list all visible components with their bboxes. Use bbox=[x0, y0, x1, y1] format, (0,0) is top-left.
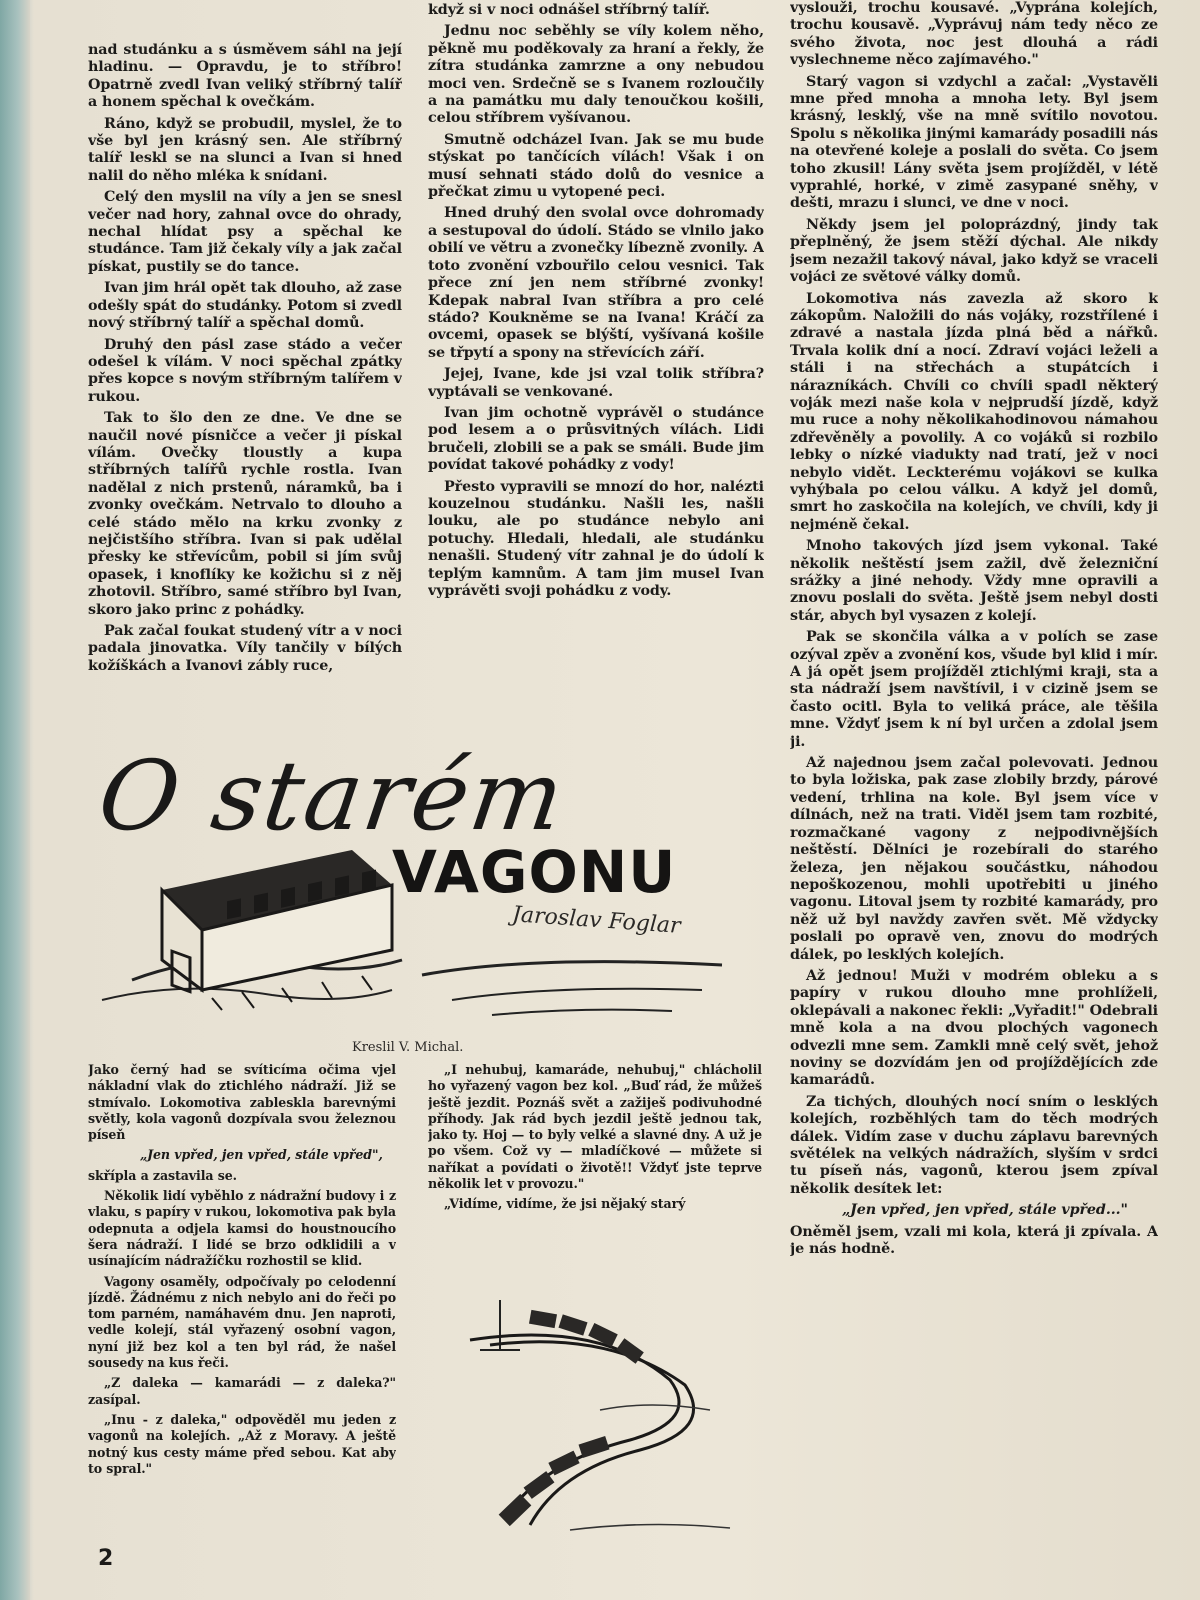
paragraph: Jejej, Ivane, kde jsi vzal tolik stříbra? vyptávali se venkované. bbox=[428, 366, 764, 400]
paragraph: „Jen vpřed, jen vpřed, stále vpřed", bbox=[140, 1147, 383, 1163]
page-spine bbox=[0, 0, 30, 1600]
paragraph: když si v noci odnášel stříbrný talíř. bbox=[428, 2, 710, 18]
paragraph: Celý den myslil na víly a jen se snesl večer nad hory, zahnal ovce do ohrady, nechal hlídat psy a spěchal ke studánce. Tam již čekaly víly a jak začal pískat, pustily se do tance. bbox=[88, 189, 402, 275]
paragraph: Ivan jim ochotně vyprávěl o studánce pod lesem a o průsvitných vílách. Lidi bručeli, zlobili se a pak se smáli. Bude jim povídat takové pohádky z vody! bbox=[428, 404, 764, 474]
page-number: 2 bbox=[98, 1546, 114, 1571]
paragraph: Několik lidí vyběhlo z nádražní budovy i z vlaku, s papíry v rukou, lokomotiva pak byla odepnuta a odjela kamsi do houstnoucího šera nádraží. I lidé se brzo odklidili a v usínajícím nádražíčku rozhostil se klid. bbox=[88, 1188, 396, 1269]
paragraph: „Z daleka — kamarádi — z daleka?" zasípal. bbox=[88, 1375, 396, 1407]
paragraph: Lokomotiva nás zavezla až skoro k zákopům. Naložili do nás vojáky, rozstřílené i zdravé a nastala jízda plná běd a nářků. Trvala kolik dní a nocí. Zdraví vojáci leželi a stáli i na střechách a stupátcích i nárazníkách. Chvíli co chvíli spadl některý voják mezi naše kola v nejprudší jízdě, když mu ruce a nohy několikahodinovou námahou zdřevěněly a povolily. A co vojáků si rozbilo lebky o nízké viadukty nad tratí, jež v noci nebylo vidět. Leckterému vojákovi se kulka vyhýbala po celou válku. A když jel domů, smrt ho zaskočila na kolejích, ve chvíli, kdy ji nejméně čekal. bbox=[790, 290, 1158, 533]
paragraph: Za tichých, dlouhých nocí sním o lesklých kolejích, rozběhlých tam do těch modrých dálek. Vidím zase v duchu záplavu barevných světélek na velkých nádražích, slyším v srdci tu píseň nás, vagonů, kterou jsem zpíval několik desítek let: bbox=[790, 1093, 1158, 1197]
story-column-2 bbox=[428, 2, 764, 732]
vagon-column-left bbox=[88, 1062, 396, 1542]
paragraph: Ráno, když se probudil, myslel, že to vše byl jen krásný sen. Ale stříbrný talíř leskl se na slunci a Ivan si hned nalil do něho mléka k snídani. bbox=[88, 115, 402, 184]
paragraph: skřípla a zastavila se. bbox=[88, 1167, 237, 1183]
paragraph: nad studánku a s úsměvem sáhl na její hladinu. — Opravdu, je to stříbro! Opatrně zvedl Ivan veliký stříbrný talíř a honem spěchal k ovečkám. bbox=[88, 42, 402, 111]
paragraph: Až najednou jsem začal polevovati. Jednou to byla ložiska, pak zase zlobily brzdy, párové vedení, trhlina na kole. Byl jsem více v dílnách, než na trati. Viděl jsem tam rozbité, rozmačkané vagony z nejpodivnějších neštěstí. Dělníci je rozebírali do starého železa, jen nějakou součástku, náhodou nepoškozenou, mohli upotřebiti u jiného vagonu. Litoval jsem ty rozbité kamarády, pro něž už byl navždy zavřen svět. Mě vždycky poslali po opravě ven, znovu do modrých dálek, po lesklých kolejích. bbox=[790, 755, 1158, 963]
paragraph: „Inu - z daleka," odpověděl mu jeden z vagonů na kolejích. „Až z Moravy. A ještě notný kus cesty máme před sebou. Kat aby to spral." bbox=[88, 1411, 396, 1476]
author-signature: Jaroslav Foglar bbox=[511, 902, 682, 939]
paragraph: Druhý den pásl zase stádo a večer odešel k vílám. V noci spěchal zpátky přes kopce s novým stříbrným talířem v rukou. bbox=[88, 336, 402, 405]
title-script: O starém bbox=[92, 740, 572, 852]
title-block: VAGONU bbox=[392, 838, 677, 906]
paragraph: „Jen vpřed, jen vpřed, stále vpřed..." bbox=[842, 1202, 1128, 1219]
vagon-column-middle bbox=[428, 1062, 762, 1262]
paragraph: Hned druhý den svolal ovce dohromady a sestupoval do údolí. Stádo se vlnilo jako obilí ve větru a zvonečky líbezně zvonily. A toto zvonění vzbouřilo celou vesnici. Tak přece zní jen nem stříbrné zvonky! Kdepak nabral Ivan stříbra a pro celé stádo? Koukněme se na Ivana! Kráčí za ovcemi, opasek se blýští, vyšívaná košile se třpytí a spony na střevících září. bbox=[428, 205, 764, 361]
vagon-column-right bbox=[790, 0, 1158, 1600]
story-column-1 bbox=[88, 42, 402, 732]
train-illustration bbox=[450, 1290, 740, 1540]
paragraph: Někdy jsem jel poloprázdný, jindy tak přeplněný, že jsem stěží dýchal. Ale nikdy jsem nezažil takový nával, jako když se vraceli vojáci ze světové války domů. bbox=[790, 216, 1158, 286]
paragraph: Až jednou! Muži v modrém obleku a s papíry v rukou dlouho mne prohlíželi, oklepávali a nakonec řekli: „Vyřadit!" Odebrali mně kola a na dvou plochých vagonech odvezli mne sem. Zamkli mně celý svět, jehož noviny se dozvídám jen od projíždějících zde kamarádů. bbox=[790, 967, 1158, 1089]
paragraph: Mnoho takových jízd jsem vykonal. Také několik neštěstí jsem zažil, dvě železniční srážky a jiné nehody. Vždy mne opravili a znovu poslali do světa. Ještě jsem nebyl dosti stár, abych byl vysazen z kolejí. bbox=[790, 538, 1158, 624]
paragraph: Vagony osaměly, odpočívaly po celodenní jízdě. Žádnému z nich nebylo ani do řeči po tom parném, namáhavém dnu. Jen naproti, vedle kolejí, stál vyřazený osobní vagon, nyní již bez kol a ten byl rád, že našel sousedy na kus řeči. bbox=[88, 1273, 396, 1371]
paragraph: Jako černý had se svíticíma očima vjel nákladní vlak do ztichlého nádraží. Již se stmívalo. Lokomotiva zableskla barevnými světly, kola vagonů dozpívala svou železnou píseň bbox=[88, 1062, 396, 1143]
paragraph: Přesto vypravili se mnozí do hor, nalézti kouzelnou studánku. Našli les, našli louku, ale po studánce nebylo ani potuchy. Hledali, hledali, ale studánku nenašli. Studený vítr zahnal je do údolí k teplým kamnům. A tam jim musel Ivan vyprávěti svoji pohádku z vody. bbox=[428, 478, 764, 599]
paragraph: Pak se skončila válka a v polích se zase ozýval zpěv a zvonění kos, všude byl klid i mír. A já opět jsem projížděl ztichlými kraji, sta a sta nádraží jsem navštívil, i v cizině jsem se často ocitl. Byla to veliká práce, ale těšila mne. Vždyť jsem k ní byl určen a zdolal jsem ji. bbox=[790, 629, 1158, 750]
paragraph: „Vidíme, vidíme, že jsi nějaký starý bbox=[444, 1196, 686, 1212]
ground-strokes bbox=[412, 945, 732, 1025]
paragraph: Pak začal foukat studený vítr a v noci padala jinovatka. Víly tančily v bílých kožíškách a Ivanovi zábly ruce, bbox=[88, 623, 402, 674]
wagon-illustration bbox=[92, 830, 412, 1030]
paragraph: Jednu noc seběhly se víly kolem něho, pěkně mu poděkovaly za hraní a řekly, že zítra studánka zamrzne a ony nebudou moci ven. Srdečně se s Ivanem rozloučily a na památku mu daly tenoučkou košili, celou stříbrem vyšívanou. bbox=[428, 23, 764, 127]
story-heading bbox=[92, 740, 732, 1040]
paragraph: „I nehubuj, kamaráde, nehubuj," chlácholil ho vyřazený vagon bez kol. „Buď rád, že můžeš ještě jezdit. Poznáš svět a zažiješ podivuhodné příhody. Jak rád bych jezdil ještě jednou tak, jako ty. Hoj — to byly velké a slavné dny. A už je po všem. Což vy — mladíčkové — můžete si naříkat a povídati o životě!! Vždyť jste teprve několik let v provozu." bbox=[428, 1062, 762, 1192]
paragraph: Tak to šlo den ze dne. Ve dne se naučil nové písničce a večer ji pískal vílám. Ovečky tloustly a kupa stříbrných talířů rychle rostla. Ivan nadělal z nich prstenů, náramků, ba i zvonky ovečkám. Netrvalo to dlouho a celé stádo mělo na krku zvonky z nejčistšího stříbra. Ivan si pak udělal přesky ke střevícům, pobil si jím svůj opasek, i knoflíky ke kožichu si z něj zhotovil. Stříbro, samé stříbro byl Ivan, skoro jako princ z pohádky. bbox=[88, 410, 402, 618]
paragraph: Smutně odcházel Ivan. Jak se mu bude stýskat po tančících vílách! Však i on musí sehnati stádo dolů do vesnice a přečkat zimu u vytopené peci. bbox=[428, 131, 764, 201]
paragraph: Ivan jim hrál opět tak dlouho, až zase odešly spát do studánky. Potom si zvedl nový stříbrný talíř a spěchal domů. bbox=[88, 280, 402, 332]
paragraph: Oněměl jsem, vzali mi kola, která ji zpívala. A je nás hodně. bbox=[790, 1223, 1158, 1258]
illustration-credit: Kreslil V. Michal. bbox=[352, 1040, 464, 1055]
paragraph: vyslouži, trochu kousavé. „Vyprána kolejích, trochu kousavě. „Vyprávuj nám tedy něco ze svého života, noc jest dlouhá a rádi vyslechneme něco zajímavého." bbox=[790, 0, 1158, 69]
paragraph: Starý vagon si vzdychl a začal: „Vystavěli mne před mnoha a mnoha lety. Byl jsem krásný, lesklý, vše na mně svítilo novotou. Spolu s několika jinými kamarády posadili nás na otevřené koleje a poslali do světa. Co jsem toho zkusil! Lány světa jsem projížděl, v létě vyprahlé, horké, v zimě zasypané sněhy, v dešti, mrazu i slunci, ve dne v noci. bbox=[790, 73, 1158, 212]
